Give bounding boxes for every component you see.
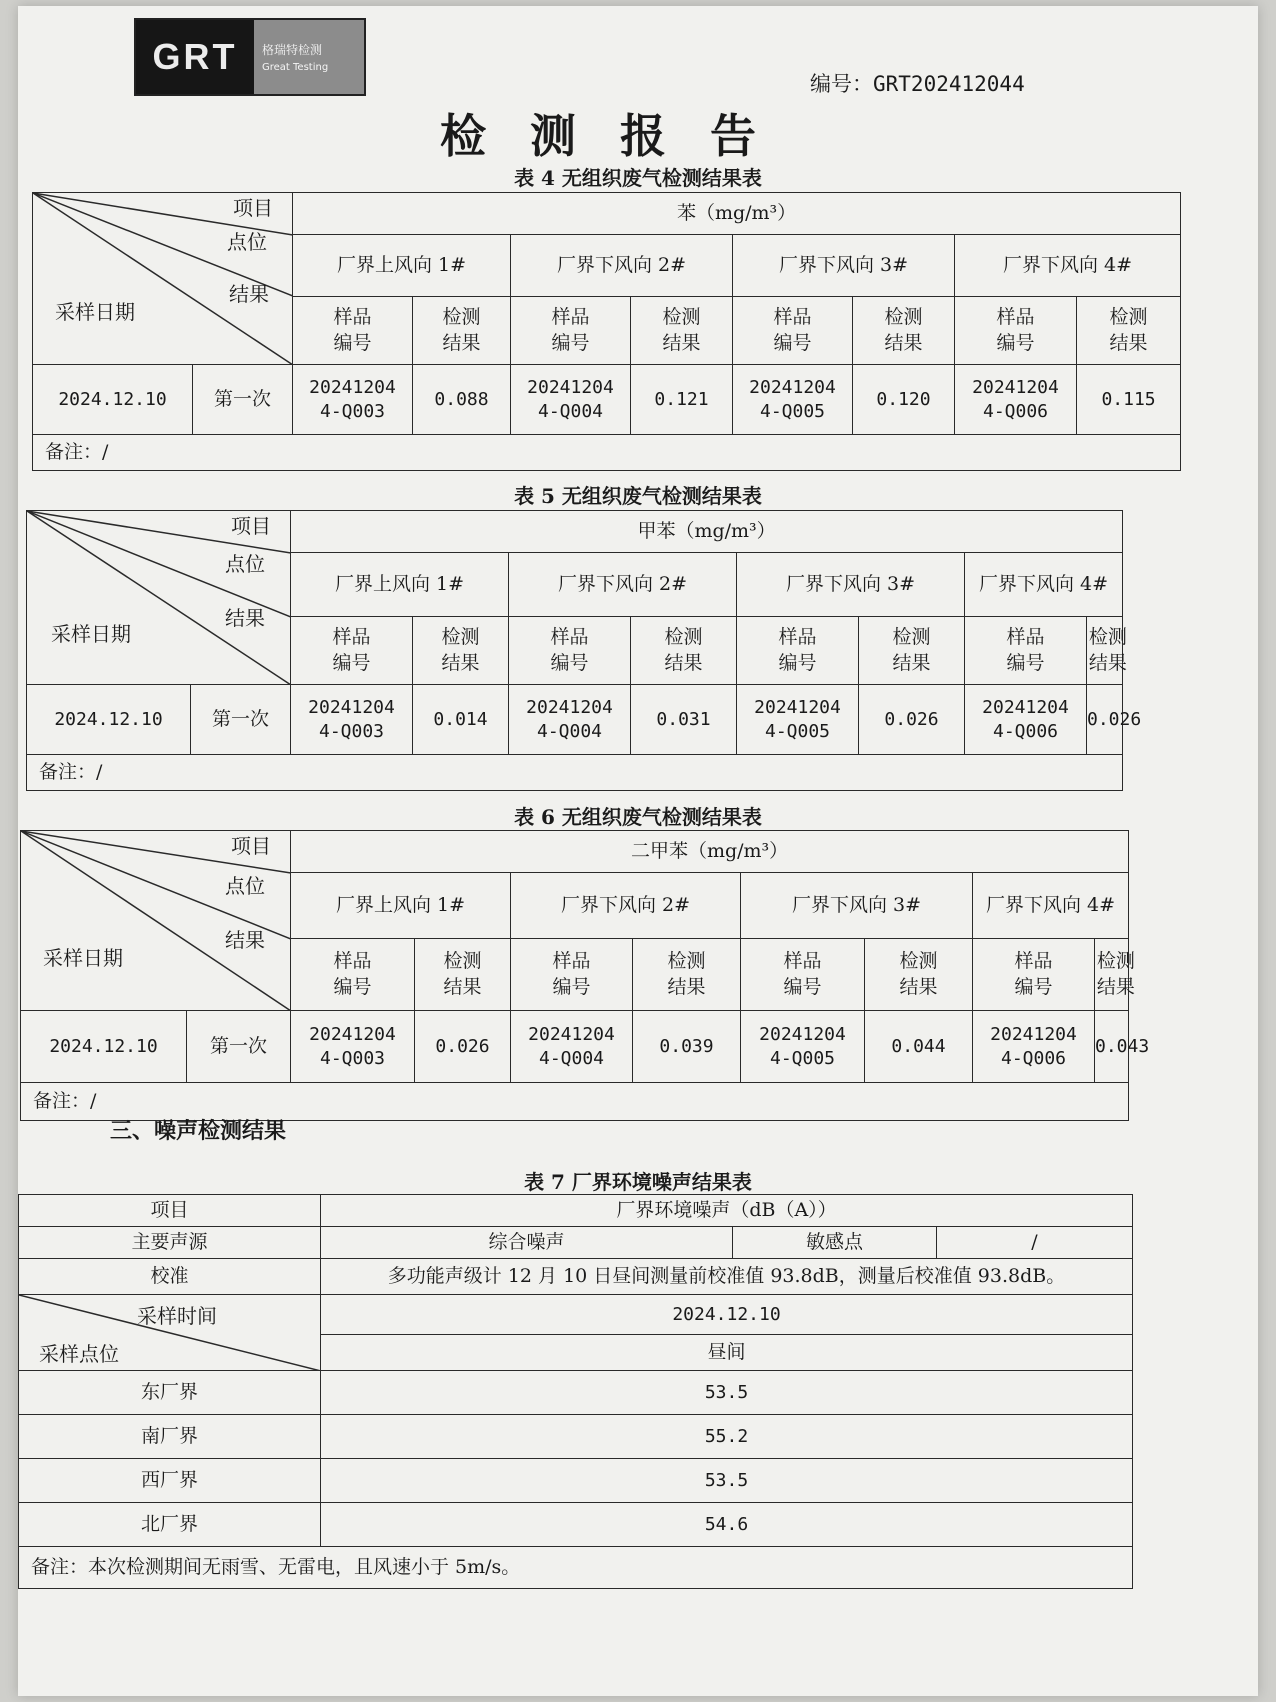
result-value: 0.120 [853, 365, 955, 435]
result-header: 检测结果 [631, 297, 733, 365]
result-header: 检测结果 [413, 297, 511, 365]
report-number: 编号：GRT202412044 [810, 72, 1025, 96]
calibration-label: 校准 [19, 1259, 321, 1295]
point-header: 厂界上风向 1# [293, 235, 511, 297]
result-value: 0.044 [865, 1011, 973, 1083]
result-header: 检测结果 [631, 617, 737, 685]
result-value: 0.026 [1087, 685, 1123, 755]
point-header: 厂界下风向 2# [509, 553, 737, 617]
diag-label-point: 点位 [225, 552, 265, 576]
sample-number: 20241204 4-Q005 [741, 1011, 865, 1083]
noise-item-label: 项目 [19, 1195, 321, 1227]
result-header: 检测结果 [865, 939, 973, 1011]
noise-point-label: 采样点位 [39, 1342, 119, 1366]
sample-number: 20241204 4-Q003 [293, 365, 413, 435]
sample-no-header: 样品编号 [291, 617, 413, 685]
point-header: 厂界下风向 3# [741, 873, 973, 939]
table-7-caption: 表 7 厂界环境噪声结果表 [524, 1170, 752, 1194]
table-remark: 备注：/ [21, 1083, 1129, 1121]
result-value: 0.026 [859, 685, 965, 755]
sample-number: 20241204 4-Q006 [965, 685, 1087, 755]
sample-number: 20241204 4-Q006 [973, 1011, 1095, 1083]
point-header: 厂界下风向 2# [511, 873, 741, 939]
result-header: 检测结果 [1095, 939, 1129, 1011]
sample-no-header: 样品编号 [955, 297, 1077, 365]
noise-value: 54.6 [321, 1503, 1133, 1547]
noise-date: 2024.12.10 [321, 1295, 1133, 1335]
table-remark: 备注：/ [33, 435, 1181, 471]
sample-round: 第一次 [193, 365, 293, 435]
table-5 [26, 510, 1142, 791]
point-header: 厂界下风向 4# [973, 873, 1129, 939]
diag-label-point: 点位 [225, 874, 265, 898]
pollutant-header: 二甲苯（mg/m³） [291, 831, 1129, 873]
point-header: 厂界下风向 4# [955, 235, 1181, 297]
result-header: 检测结果 [633, 939, 741, 1011]
diag-label-item: 项目 [231, 834, 271, 858]
sample-no-header: 样品编号 [973, 939, 1095, 1011]
report-title: 检测报告 [440, 109, 800, 163]
table-4 [32, 192, 1181, 471]
sample-number: 20241204 4-Q005 [733, 365, 853, 435]
diag-label-item: 项目 [233, 196, 273, 220]
noise-point: 西厂界 [19, 1459, 321, 1503]
sample-date: 2024.12.10 [21, 1011, 187, 1083]
point-header: 厂界下风向 4# [965, 553, 1123, 617]
noise-value: 55.2 [321, 1415, 1133, 1459]
calibration-value: 多功能声级计 12 月 10 日昼间测量前校准值 93.8dB，测量后校准值 93.8dB。 [321, 1259, 1133, 1295]
result-header: 检测结果 [1077, 297, 1181, 365]
noise-source-label: 主要声源 [19, 1227, 321, 1259]
pollutant-header: 甲苯（mg/m³） [291, 511, 1123, 553]
table-6 [20, 830, 1150, 1121]
noise-item-value: 厂界环境噪声（dB（A）） [321, 1195, 1133, 1227]
table-remark: 备注：/ [27, 755, 1123, 791]
sample-number: 20241204 4-Q004 [509, 685, 631, 755]
noise-point: 南厂界 [19, 1415, 321, 1459]
noise-remark: 备注：本次检测期间无雨雪、无雷电，且风速小于 5m/s。 [19, 1547, 1133, 1589]
table-7 [18, 1194, 1133, 1589]
logo-company-cn: 格瑞特检测 [262, 43, 323, 57]
result-value: 0.088 [413, 365, 511, 435]
noise-period: 昼间 [321, 1335, 1133, 1371]
result-value: 0.039 [633, 1011, 741, 1083]
point-header: 厂界下风向 2# [511, 235, 733, 297]
noise-source-value: 综合噪声 [321, 1227, 733, 1259]
sample-no-header: 样品编号 [509, 617, 631, 685]
report-page [18, 6, 1258, 1696]
sample-no-header: 样品编号 [293, 297, 413, 365]
result-header: 检测结果 [859, 617, 965, 685]
sample-number: 20241204 4-Q006 [955, 365, 1077, 435]
result-header: 检测结果 [1087, 617, 1123, 685]
sample-number: 20241204 4-Q005 [737, 685, 859, 755]
point-header: 厂界上风向 1# [291, 553, 509, 617]
sample-no-header: 样品编号 [965, 617, 1087, 685]
diag-label-date: 采样日期 [55, 300, 135, 324]
pollutant-header: 苯（mg/m³） [293, 193, 1181, 235]
logo-mark: GRT [136, 20, 254, 94]
result-value: 0.115 [1077, 365, 1181, 435]
noise-time-label: 采样时间 [137, 1304, 217, 1328]
diag-label-result: 结果 [229, 282, 269, 306]
sample-no-header: 样品编号 [733, 297, 853, 365]
diag-label-date: 采样日期 [43, 946, 123, 970]
noise-diagonal-header [19, 1295, 321, 1371]
table-4-caption: 表 4 无组织废气检测结果表 [514, 166, 762, 190]
table-5-caption: 表 5 无组织废气检测结果表 [514, 484, 762, 508]
point-header: 厂界上风向 1# [291, 873, 511, 939]
result-value: 0.014 [413, 685, 509, 755]
result-value: 0.026 [415, 1011, 511, 1083]
sample-round: 第一次 [187, 1011, 291, 1083]
sample-number: 20241204 4-Q004 [511, 365, 631, 435]
sample-number: 20241204 4-Q004 [511, 1011, 633, 1083]
noise-value: 53.5 [321, 1459, 1133, 1503]
diag-label-point: 点位 [227, 230, 267, 254]
result-header: 检测结果 [415, 939, 511, 1011]
noise-point: 北厂界 [19, 1503, 321, 1547]
company-logo [134, 18, 366, 96]
noise-value: 53.5 [321, 1371, 1133, 1415]
logo-company-en: Great Testing [262, 62, 329, 73]
table-5-diagonal-header [27, 511, 291, 685]
sample-number: 20241204 4-Q003 [291, 685, 413, 755]
sample-no-header: 样品编号 [511, 939, 633, 1011]
table-6-caption: 表 6 无组织废气检测结果表 [514, 805, 762, 829]
sample-no-header: 样品编号 [291, 939, 415, 1011]
sample-round: 第一次 [191, 685, 291, 755]
sample-date: 2024.12.10 [27, 685, 191, 755]
result-header: 检测结果 [413, 617, 509, 685]
diag-label-date: 采样日期 [51, 622, 131, 646]
sample-no-header: 样品编号 [741, 939, 865, 1011]
result-value: 0.043 [1095, 1011, 1129, 1083]
result-value: 0.031 [631, 685, 737, 755]
diag-label-result: 结果 [225, 606, 265, 630]
sample-date: 2024.12.10 [33, 365, 193, 435]
sensitive-point-label: 敏感点 [733, 1227, 937, 1259]
point-header: 厂界下风向 3# [737, 553, 965, 617]
sample-no-header: 样品编号 [511, 297, 631, 365]
diag-label-result: 结果 [225, 928, 265, 952]
point-header: 厂界下风向 3# [733, 235, 955, 297]
diag-label-item: 项目 [231, 514, 271, 538]
sample-no-header: 样品编号 [737, 617, 859, 685]
table-4-diagonal-header [33, 193, 293, 365]
result-value: 0.121 [631, 365, 733, 435]
section-heading-noise: 三、噪声检测结果 [110, 1118, 287, 1144]
sample-number: 20241204 4-Q003 [291, 1011, 415, 1083]
sensitive-point-value: / [937, 1227, 1133, 1259]
noise-point: 东厂界 [19, 1371, 321, 1415]
result-header: 检测结果 [853, 297, 955, 365]
table-6-diagonal-header [21, 831, 291, 1011]
